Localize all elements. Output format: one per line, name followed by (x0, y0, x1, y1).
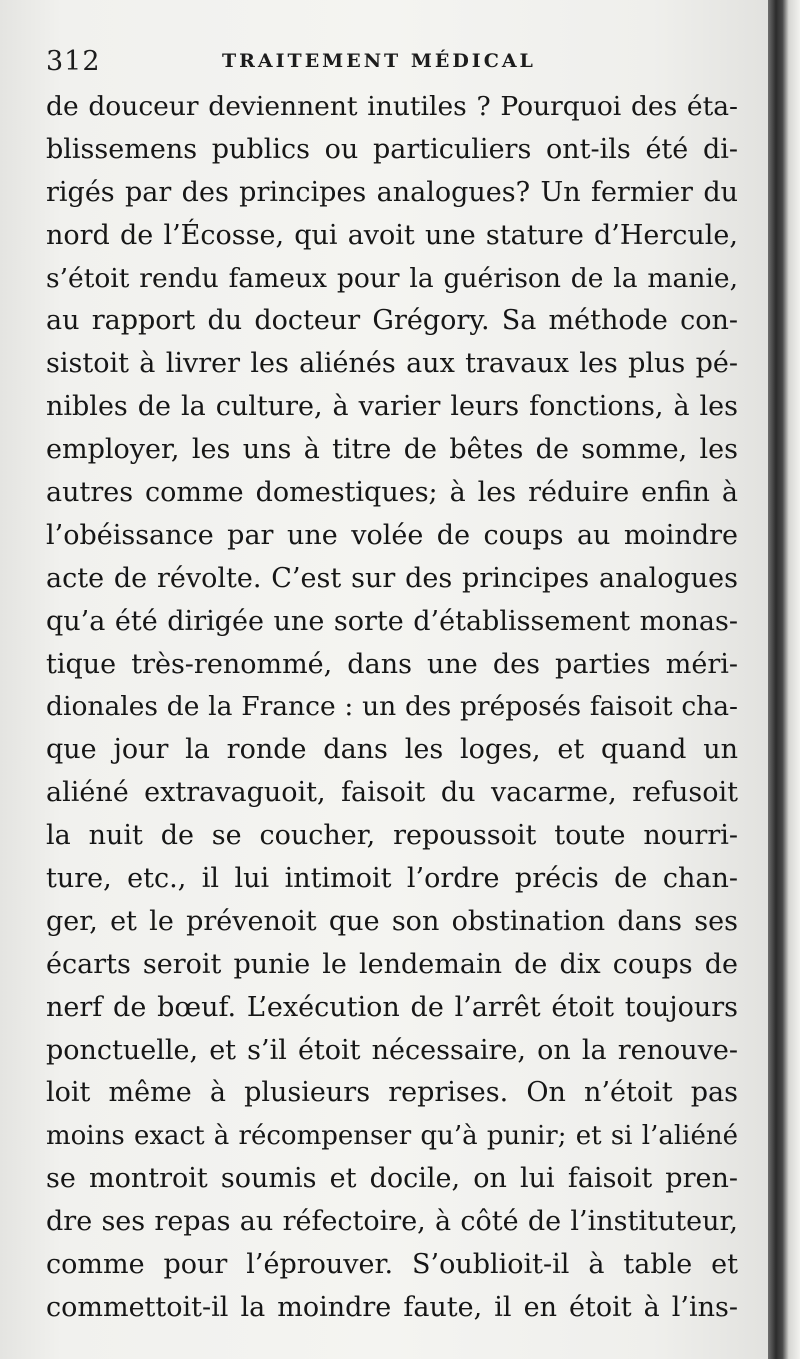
text-line: dionales de la France : un des préposés faisoit cha- (46, 691, 738, 723)
text-line: tique très-renommé, dans une des parties méri- (46, 648, 738, 680)
page-number: 312 (46, 46, 101, 77)
text-line: nord de l’Écosse, qui avoit une stature d’Hercule, (46, 219, 738, 251)
text-line: commettoit-il la moindre faute, il en étoit à l’ins- (46, 1291, 738, 1323)
text-line: au rapport du docteur Grégory. Sa méthode con- (46, 305, 738, 337)
page-header (46, 40, 746, 78)
text-line: comme pour l’éprouver. S’oublioit-il à table et (46, 1249, 738, 1281)
text-line: s’étoit rendu fameux pour la guérison de la manie, (46, 262, 738, 294)
body-text (46, 86, 738, 1330)
text-line: ponctuelle, et s’il étoit nécessaire, on la renouve- (46, 1034, 738, 1066)
text-line: blissemens publics ou particuliers ont-ils été di- (46, 133, 738, 165)
text-line: ger, et le prévenoit que son obstination dans ses (46, 905, 738, 937)
text-line: nibles de la culture, à varier leurs fonctions, à les (46, 391, 738, 423)
text-line: la nuit de se coucher, repoussoit toute nourri- (46, 820, 738, 852)
text-line: qu’a été dirigée une sorte d’établissement monas- (46, 605, 738, 637)
text-line: loit même à plusieurs reprises. On n’étoit pas (46, 1077, 738, 1109)
text-line: ture, etc., il lui intimoit l’ordre précis de chan- (46, 863, 738, 895)
text-line: acte de révolte. C’est sur des principes analogues (46, 562, 738, 594)
running-title: TRAITEMENT MÉDICAL (222, 50, 536, 72)
text-line: nerf de bœuf. L’exécution de l’arrêt étoit toujours (46, 991, 738, 1023)
text-line: l’obéissance par une volée de coups au moindre (46, 519, 738, 551)
text-line: se montroit soumis et docile, on lui faisoit pren- (46, 1163, 738, 1195)
text-line: sistoit à livrer les aliénés aux travaux les plus pé- (46, 348, 738, 380)
text-line: aliéné extravaguoit, faisoit du vacarme, refusoit (46, 777, 738, 809)
text-line: moins exact à récompenser qu’à punir; et si l’aliéné (46, 1121, 738, 1152)
text-line: écarts seroit punie le lendemain de dix coups de (46, 948, 738, 980)
text-line: que jour la ronde dans les loges, et quand un (46, 734, 738, 766)
text-line: employer, les uns à titre de bêtes de somme, les (46, 434, 738, 466)
text-line: rigés par des principes analogues? Un fermier du (46, 176, 738, 208)
book-gutter-edge (768, 0, 800, 1359)
text-line: dre ses repas au réfectoire, à côté de l’instituteur, (46, 1206, 738, 1238)
text-line: autres comme domestiques; à les réduire enfin à (46, 477, 738, 509)
text-line: de douceur deviennent inutiles ? Pourquoi des éta- (46, 91, 738, 122)
